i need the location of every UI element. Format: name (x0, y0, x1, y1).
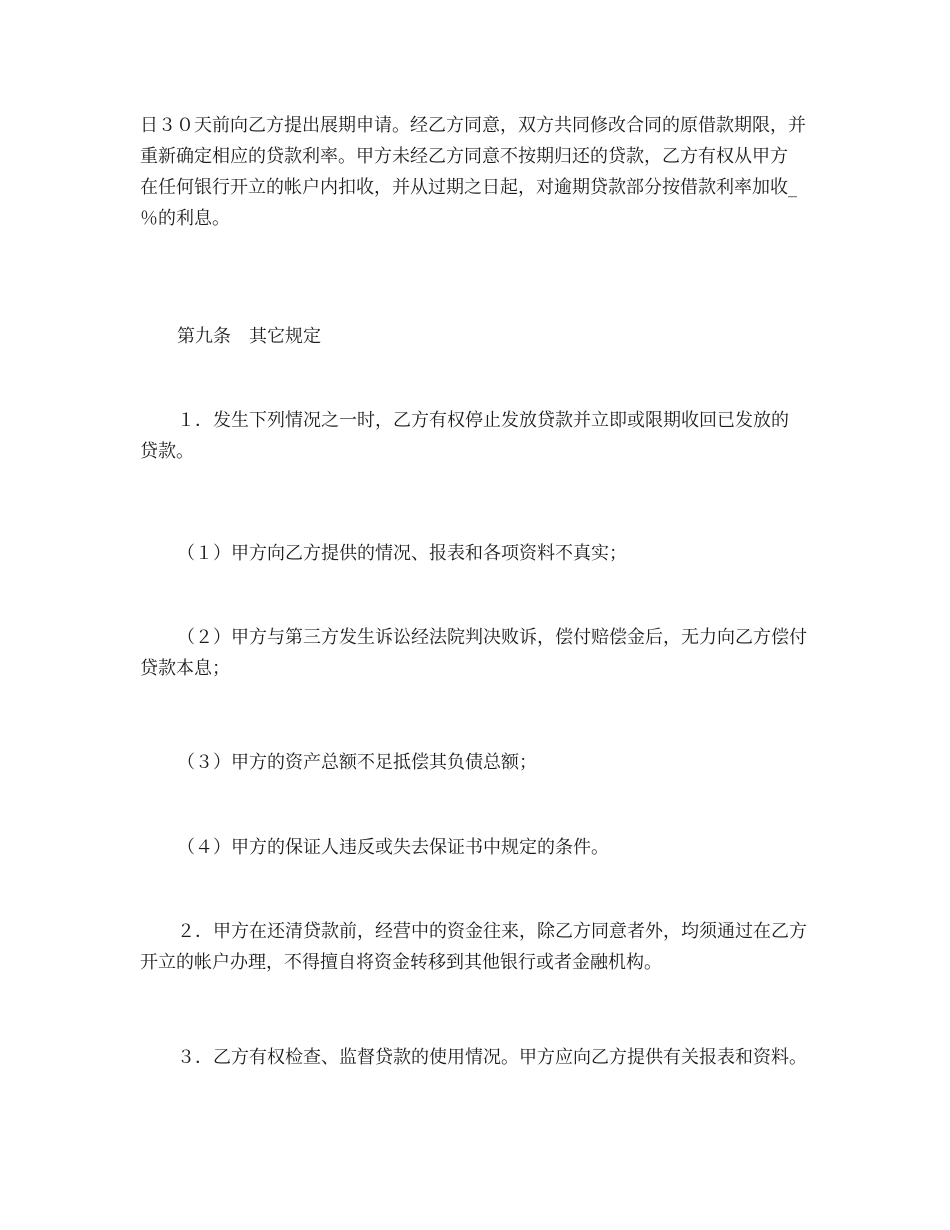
clause-1-item-4 (140, 832, 830, 863)
text-line: 日３０天前向乙方提出展期申请。经乙方同意，双方共同修改合同的原借款期限，并 (140, 115, 806, 136)
clause-1-item-3 (140, 747, 830, 778)
text-line: 重新确定相应的贷款利率。甲方未经乙方同意不按期归还的贷款，乙方有权从甲方 (140, 146, 788, 167)
text-line: （４）甲方的保证人违反或失去保证书中规定的条件。 (177, 837, 609, 858)
clause-1-item-1 (140, 538, 830, 569)
clause-1-item-2 (140, 622, 830, 684)
article-9-heading (140, 321, 830, 352)
paragraph-extension-application (140, 110, 830, 234)
text-line: 开立的帐户办理，不得擅自将资金转移到其他银行或者金融机构。 (140, 952, 662, 973)
text-line: 贷款本息； (140, 658, 230, 679)
text-line: ２．甲方在还清贷款前，经营中的资金往来，除乙方同意者外，均须通过在乙方 (177, 921, 807, 942)
text-line: 贷款。 (140, 441, 194, 462)
heading-text: 第九条 其它规定 (177, 326, 321, 347)
clause-3-paragraph (140, 1042, 830, 1073)
text-line: （３）甲方的资产总额不足抵偿其负债总额； (177, 752, 537, 773)
text-line: （２）甲方与第三方发生诉讼经法院判决败诉，偿付赔偿金后，无力向乙方偿付 (177, 627, 807, 648)
clause-1-paragraph (140, 405, 830, 467)
text-line: １．发生下列情况之一时，乙方有权停止发放贷款并立即或限期收回已发放的 (177, 410, 789, 431)
clause-2-paragraph (140, 916, 830, 978)
text-line: ％的利息。 (140, 208, 230, 229)
text-line: （１）甲方向乙方提供的情况、报表和各项资料不真实； (177, 543, 627, 564)
text-line: ３．乙方有权检查、监督贷款的使用情况。甲方应向乙方提供有关报表和资料。 (177, 1047, 807, 1068)
text-line: 在任何银行开立的帐户内扣收，并从过期之日起，对逾期贷款部分按借款利率加收_ (140, 177, 797, 198)
